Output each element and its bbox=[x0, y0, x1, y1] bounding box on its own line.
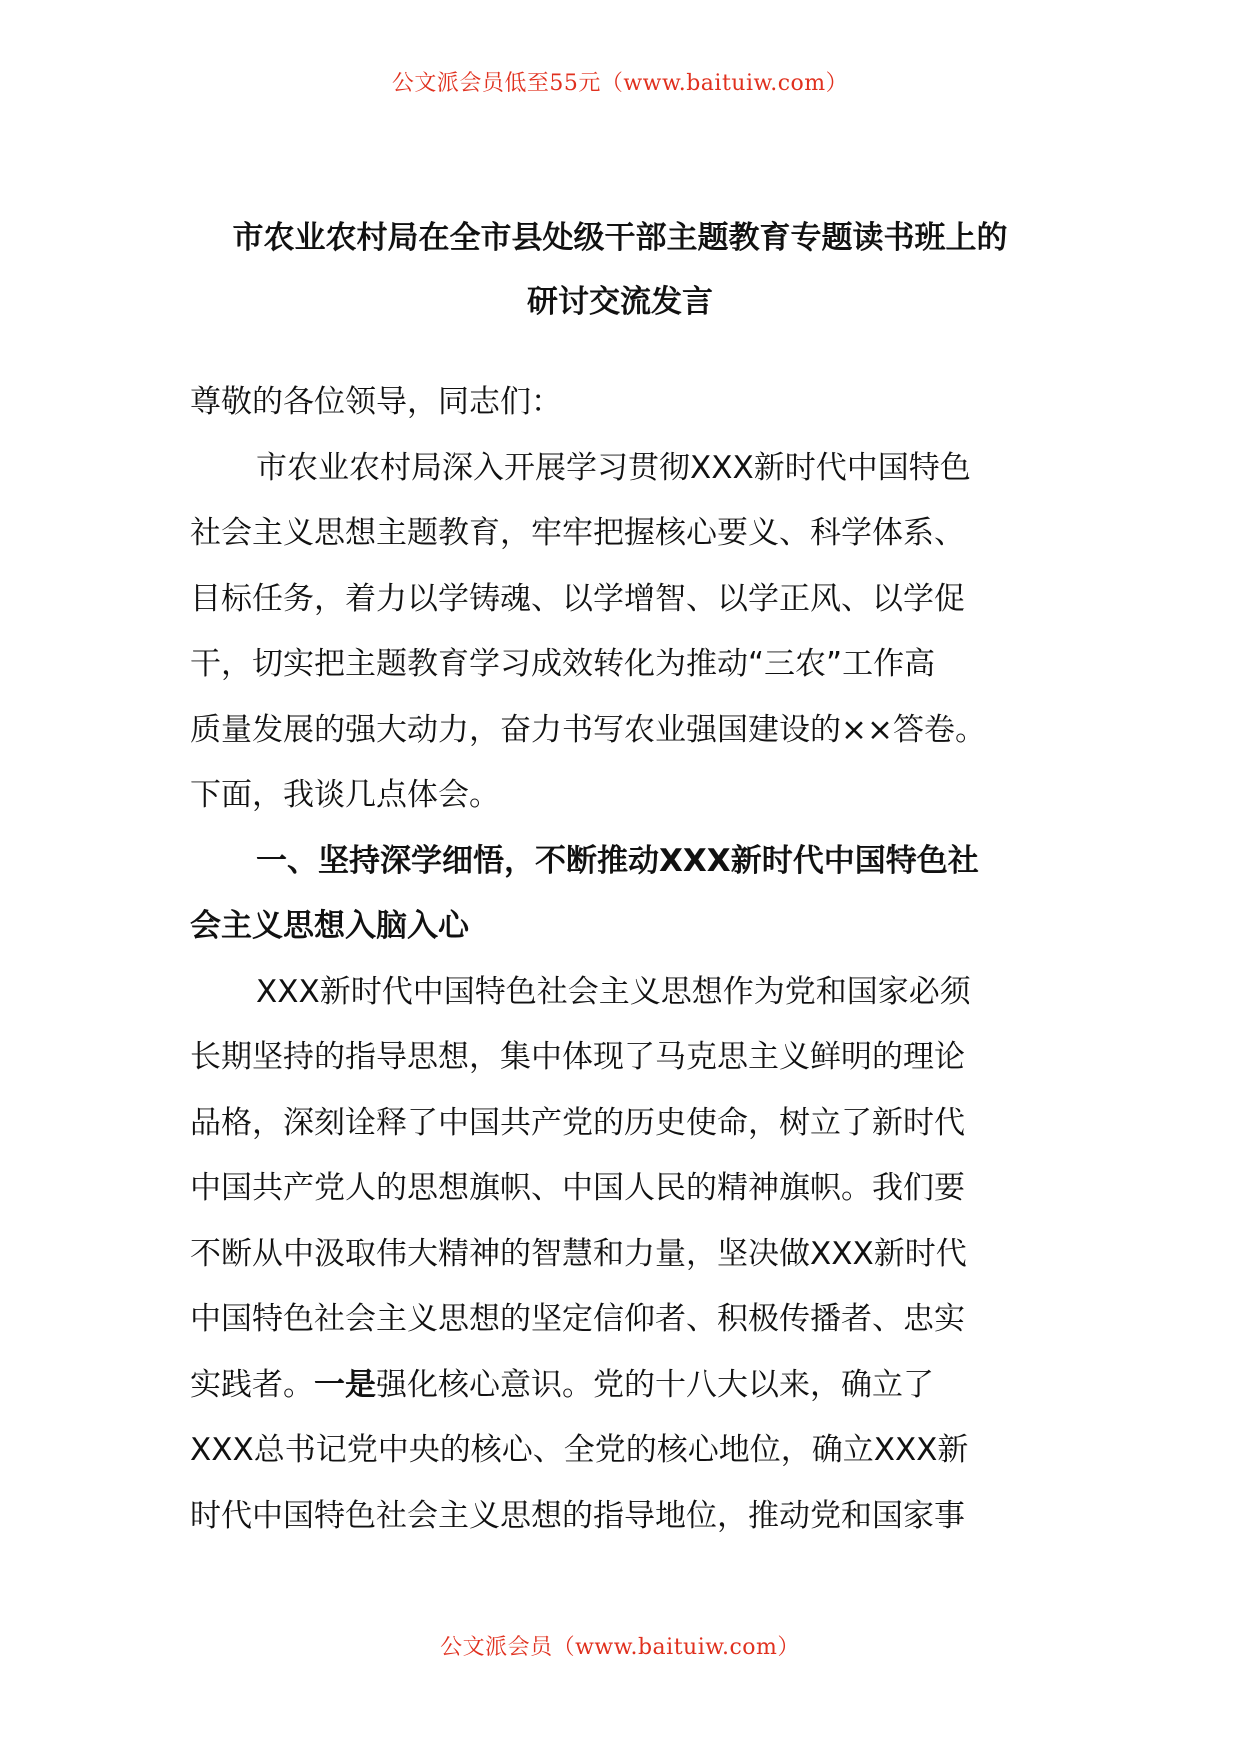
title-line-1: 市农业农村局在全市县处级干部主题教育专题读书班上的 bbox=[232, 220, 1008, 256]
section-body-line-5: 不断从中汲取伟大精神的智慧和力量，坚决做XXX新时代 bbox=[190, 1235, 967, 1272]
line7-prefix: 实践者。 bbox=[190, 1366, 314, 1403]
section-body-line-1: XXX新时代中国特色社会主义思想作为党和国家必须 bbox=[256, 973, 971, 1010]
section-body-line-9: 时代中国特色社会主义思想的指导地位，推动党和国家事 bbox=[190, 1497, 965, 1534]
title-line-2: 研讨交流发言 bbox=[527, 284, 713, 320]
section-heading-line-1: 一、坚持深学细悟，不断推动XXX新时代中国特色社 bbox=[256, 842, 979, 879]
document-body bbox=[190, 370, 1070, 1549]
section-body-line-7 bbox=[190, 1353, 1070, 1419]
section-body-line-4: 中国共产党人的思想旗帜、中国人民的精神旗帜。我们要 bbox=[190, 1170, 965, 1206]
document-title bbox=[188, 206, 1052, 334]
point-one-marker: 一是 bbox=[314, 1366, 376, 1403]
section-heading-line-2: 会主义思想入脑入心 bbox=[190, 908, 469, 944]
intro-line-1: 市农业农村局深入开展学习贯彻XXX新时代中国特色 bbox=[256, 449, 971, 486]
intro-line-6: 下面，我谈几点体会。 bbox=[190, 777, 500, 813]
footer-watermark-link: 公文派会员（www.baituiw.com） bbox=[440, 1635, 800, 1660]
header-watermark-link: 公文派会员低至55元（www.baituiw.com） bbox=[391, 71, 849, 96]
salutation: 尊敬的各位领导，同志们： bbox=[190, 384, 562, 420]
intro-line-3: 目标任务，着力以学铸魂、以学增智、以学正风、以学促 bbox=[190, 580, 965, 617]
section-body-line-3: 品格，深刻诠释了中国共产党的历史使命，树立了新时代 bbox=[190, 1104, 965, 1141]
intro-line-5: 质量发展的强大动力，奋力书写农业强国建设的××答卷。 bbox=[190, 711, 986, 748]
section-body-line-8: XXX总书记党中央的核心、全党的核心地位，确立XXX新 bbox=[190, 1432, 969, 1468]
intro-line-4: 干，切实把主题教育学习成效转化为推动“三农”工作高 bbox=[190, 646, 936, 682]
section-body-line-2: 长期坚持的指导思想，集中体现了马克思主义鲜明的理论 bbox=[190, 1039, 965, 1075]
intro-line-2: 社会主义思想主题教育，牢牢把握核心要义、科学体系、 bbox=[190, 515, 965, 551]
section-body-line-6: 中国特色社会主义思想的坚定信仰者、积极传播者、忠实 bbox=[190, 1301, 965, 1337]
line7-suffix: 强化核心意识。党的十八大以来，确立了 bbox=[376, 1366, 934, 1403]
